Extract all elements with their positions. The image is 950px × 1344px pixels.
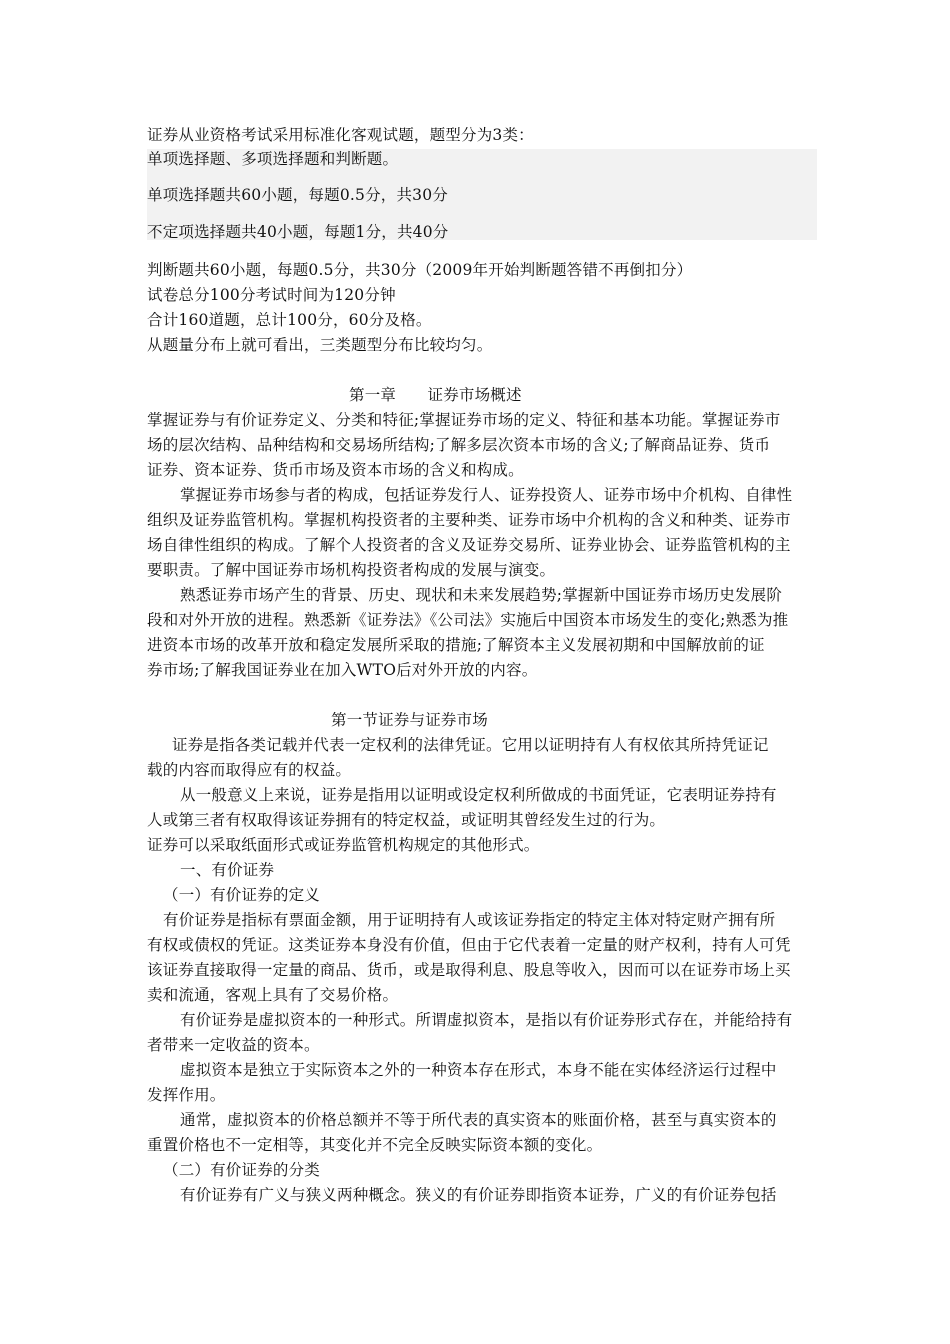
text-line: 重置价格也不一定相等，其变化并不完全反映实际资本额的变化。: [147, 1136, 603, 1154]
section-title: 第一节证券与证券市场: [331, 711, 489, 729]
text-line: 证券可以采取纸面形式或证券监管机构规定的其他形式。: [147, 836, 540, 854]
text-line: 有价证券有广义与狭义两种概念。狭义的有价证券即指资本证券，广义的有价证券包括: [180, 1186, 777, 1204]
chapter-title: 第一章 证券市场概述: [349, 386, 522, 404]
text-line: 证券、资本证券、货币市场及资本市场的含义和构成。: [147, 461, 524, 479]
text-line: 券市场;了解我国证券业在加入WTO后对外开放的内容。: [147, 661, 538, 679]
text-line: 人或第三者有权取得该证券拥有的特定权益，或证明其曾经发生过的行为。: [147, 811, 666, 829]
text-line: 场的层次结构、品种结构和交易场所结构;了解多层次资本市场的含义;了解商品证券、货币: [147, 436, 771, 454]
text-line: 者带来一定收益的资本。: [147, 1036, 320, 1054]
text-line: 熟悉证券市场产生的背景、历史、现状和未来发展趋势;掌握新中国证券市场历史发展阶: [180, 586, 783, 604]
text-line: 从一般意义上来说，证券是指用以证明或设定权利所做成的书面凭证，它表明证券持有: [180, 786, 777, 804]
text-line: 有权或债权的凭证。这类证券本身没有价值，但由于它代表着一定量的财产权利，持有人可凭: [147, 936, 791, 954]
text-line: 单项选择题共60小题，每题0.5分，共30分: [147, 186, 448, 204]
text-line: 虚拟资本是独立于实际资本之外的一种资本存在形式，本身不能在实体经济运行过程中: [180, 1061, 777, 1079]
text-line: 有价证券是虚拟资本的一种形式。所谓虚拟资本，是指以有价证券形式存在，并能给持有: [180, 1011, 793, 1029]
text-line: 掌握证券市场参与者的构成，包括证券发行人、证券投资人、证券市场中介机构、自律性: [180, 486, 793, 504]
text-line: 试卷总分100分考试时间为120分钟: [147, 286, 396, 304]
text-line: 合计160道题，总计100分，60分及格。: [147, 311, 432, 329]
text-line: 进资本市场的改革开放和稳定发展所采取的措施;了解资本主义发展初期和中国解放前的证: [147, 636, 765, 654]
text-line: 场自律性组织的构成。了解个人投资者的含义及证券交易所、证券业协会、证券监管机构的主: [147, 536, 791, 554]
text-line: 从题量分布上就可看出，三类题型分布比较均匀。: [147, 336, 493, 354]
text-line: 不定项选择题共40小题，每题1分，共40分: [147, 223, 449, 241]
text-line: 判断题共60小题，每题0.5分，共30分（2009年开始判断题答错不再倒扣分）: [147, 261, 693, 279]
text-line: 载的内容而取得应有的权益。: [147, 761, 352, 779]
text-line: 卖和流通，客观上具有了交易价格。: [147, 986, 399, 1004]
text-line: 发挥作用。: [147, 1086, 226, 1104]
text-line: 有价证券是指标有票面金额，用于证明持有人或该证券指定的特定主体对特定财产拥有所: [163, 911, 776, 929]
text-line: 证券是指各类记载并代表一定权利的法律凭证。它用以证明持有人有权依其所持凭证记: [172, 736, 769, 754]
text-line: （一）有价证券的定义: [163, 886, 321, 904]
text-line: 要职责。了解中国证券市场机构投资者构成的发展与演变。: [147, 561, 556, 579]
text-line: 掌握证券与有价证券定义、分类和特征;掌握证券市场的定义、特征和基本功能。掌握证券市: [147, 411, 781, 429]
text-line: 组织及证券监管机构。掌握机构投资者的主要种类、证券市场中介机构的含义和种类、证券市: [147, 511, 791, 529]
text-line: （二）有价证券的分类: [163, 1161, 321, 1179]
text-line: 通常，虚拟资本的价格总额并不等于所代表的真实资本的账面价格，甚至与真实资本的: [180, 1111, 777, 1129]
text-line: 段和对外开放的进程。熟悉新《证券法》《公司法》实施后中国资本市场发生的变化;熟悉为推: [147, 611, 789, 629]
text-line: 一、有价证券: [180, 861, 275, 879]
text-line: 证券从业资格考试采用标准化客观试题，题型分为3类：: [147, 126, 534, 144]
text-line: 单项选择题、多项选择题和判断题。: [147, 150, 399, 168]
text-line: 该证券直接取得一定量的商品、货币，或是取得利息、股息等收入，因而可以在证券市场上买: [147, 961, 791, 979]
